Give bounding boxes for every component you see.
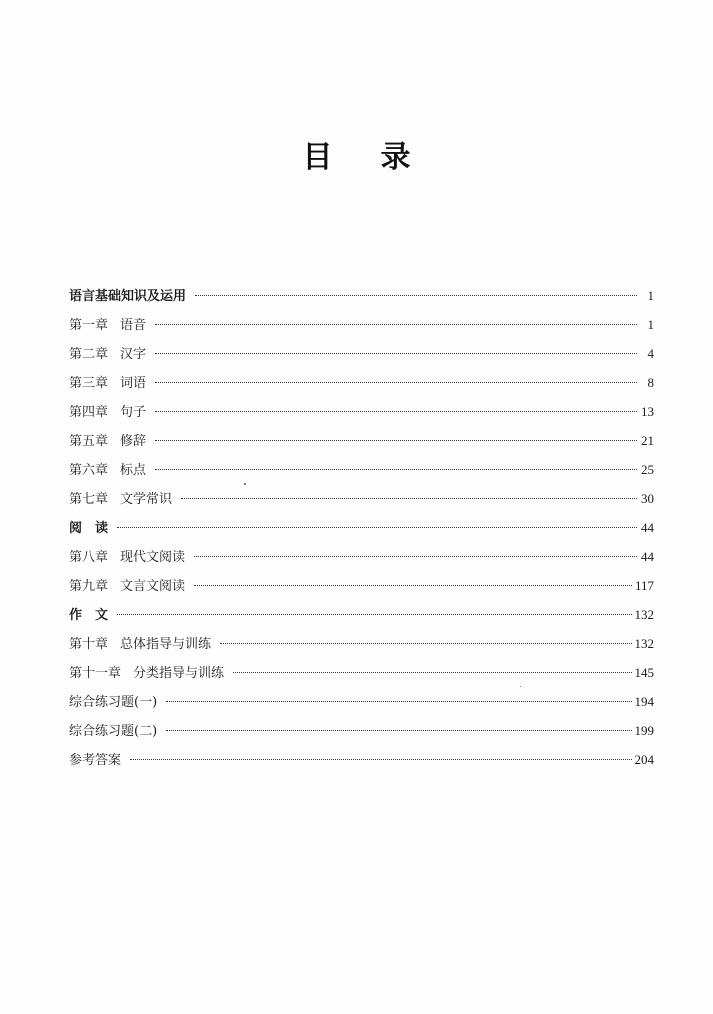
toc-entry-title <box>69 519 114 539</box>
toc-entry-label: 作 文 <box>69 608 109 623</box>
page-title <box>0 132 713 176</box>
toc-page-number: 4 <box>647 346 654 361</box>
dot-leader <box>155 353 637 354</box>
toc-entry-title <box>69 722 163 742</box>
toc-entry-title <box>69 461 152 481</box>
toc-chapter-number: 第五章 <box>69 434 109 449</box>
toc-entry[interactable] <box>69 373 654 402</box>
toc-page-number: 132 <box>634 607 654 622</box>
dot-leader <box>155 324 637 325</box>
dot-leader <box>194 556 637 557</box>
toc-entry-title <box>69 751 127 771</box>
dot-leader <box>155 440 637 441</box>
toc-page-number: 1 <box>647 317 654 332</box>
toc-entry-label: 语音 <box>120 318 147 333</box>
toc-chapter-number: 第二章 <box>69 347 109 362</box>
toc-page-number: 194 <box>634 694 654 709</box>
toc-entry-label: 综合练习题(二) <box>69 724 158 739</box>
toc-entry-title <box>69 345 152 365</box>
toc-chapter-number: 第十章 <box>69 637 109 652</box>
scan-speck <box>520 686 521 687</box>
toc-chapter-number: 第一章 <box>69 318 109 333</box>
toc-entry-title <box>69 693 163 713</box>
toc-entry-label: 词语 <box>120 376 147 391</box>
toc-entry[interactable] <box>69 518 654 547</box>
dot-leader <box>155 411 637 412</box>
toc-entry[interactable] <box>69 605 654 634</box>
dot-leader <box>166 730 631 731</box>
toc-page-number: 30 <box>641 491 654 506</box>
toc-page-number: 44 <box>641 520 654 535</box>
toc-entry-label: 汉字 <box>120 347 147 362</box>
toc-entry-label: 修辞 <box>120 434 147 449</box>
title-char-1: 目 <box>302 140 333 175</box>
toc-chapter-number: 第十一章 <box>69 666 122 681</box>
toc-entry[interactable] <box>69 402 654 431</box>
toc-page-number: 13 <box>641 404 654 419</box>
toc-entry-label: 语言基础知识及运用 <box>69 289 187 304</box>
toc-entry-title <box>69 577 191 597</box>
toc-page-number: 117 <box>634 578 654 593</box>
toc-entry-label: 阅 读 <box>69 521 109 536</box>
toc-entry-title <box>69 374 152 394</box>
toc-entry-title <box>69 316 152 336</box>
dot-leader <box>155 469 637 470</box>
toc-entry[interactable] <box>69 663 654 692</box>
toc-entry[interactable] <box>69 721 654 750</box>
dot-leader <box>195 295 637 296</box>
toc-entry[interactable] <box>69 489 654 518</box>
toc-entry-title <box>69 548 191 568</box>
toc-entry-label: 总体指导与训练 <box>120 637 212 652</box>
toc-chapter-number: 第九章 <box>69 579 109 594</box>
toc-entry-label: 参考答案 <box>69 753 122 768</box>
toc-page-number: 145 <box>634 665 654 680</box>
table-of-contents <box>69 286 654 779</box>
toc-chapter-number: 第七章 <box>69 492 109 507</box>
title-char-2: 录 <box>380 140 411 175</box>
toc-entry-label: 标点 <box>120 463 147 478</box>
toc-page-number: 204 <box>634 752 654 767</box>
toc-entry[interactable] <box>69 634 654 663</box>
dot-leader <box>130 759 631 760</box>
toc-chapter-number: 第三章 <box>69 376 109 391</box>
toc-entry[interactable] <box>69 576 654 605</box>
toc-chapter-number: 第四章 <box>69 405 109 420</box>
toc-page-number: 25 <box>641 462 654 477</box>
toc-entry[interactable] <box>69 692 654 721</box>
dot-leader <box>155 382 637 383</box>
toc-entry[interactable] <box>69 750 654 779</box>
toc-page-number: 1 <box>647 288 654 303</box>
dot-leader <box>220 643 631 644</box>
toc-chapter-number: 第六章 <box>69 463 109 478</box>
toc-entry-title <box>69 635 217 655</box>
toc-entry-label: 文言文阅读 <box>120 579 186 594</box>
toc-entry[interactable] <box>69 344 654 373</box>
toc-entry-title <box>69 606 114 626</box>
toc-page-number: 132 <box>634 636 654 651</box>
toc-page-number: 8 <box>647 375 654 390</box>
dot-leader <box>194 585 632 586</box>
toc-entry[interactable] <box>69 547 654 576</box>
toc-entry[interactable] <box>69 431 654 460</box>
toc-entry-label: 文学常识 <box>120 492 173 507</box>
toc-chapter-number: 第八章 <box>69 550 109 565</box>
toc-page-number: 199 <box>634 723 654 738</box>
dot-leader <box>117 527 637 528</box>
dot-leader <box>181 498 637 499</box>
dot-leader <box>117 614 631 615</box>
toc-entry-title <box>69 432 152 452</box>
toc-entry-label: 现代文阅读 <box>120 550 186 565</box>
toc-entry-label: 综合练习题(一) <box>69 695 158 710</box>
toc-entry[interactable] <box>69 315 654 344</box>
toc-entry-title <box>69 664 230 684</box>
toc-entry[interactable] <box>69 286 654 315</box>
toc-page-number: 44 <box>641 549 654 564</box>
toc-entry-title <box>69 490 178 510</box>
toc-entry-title <box>69 287 192 307</box>
toc-entry-label: 分类指导与训练 <box>133 666 225 681</box>
dot-leader <box>166 701 631 702</box>
scan-speck <box>244 483 246 485</box>
dot-leader <box>233 672 631 673</box>
toc-page-number: 21 <box>641 433 654 448</box>
toc-entry-label: 句子 <box>120 405 147 420</box>
toc-entry[interactable] <box>69 460 654 489</box>
toc-entry-title <box>69 403 152 423</box>
